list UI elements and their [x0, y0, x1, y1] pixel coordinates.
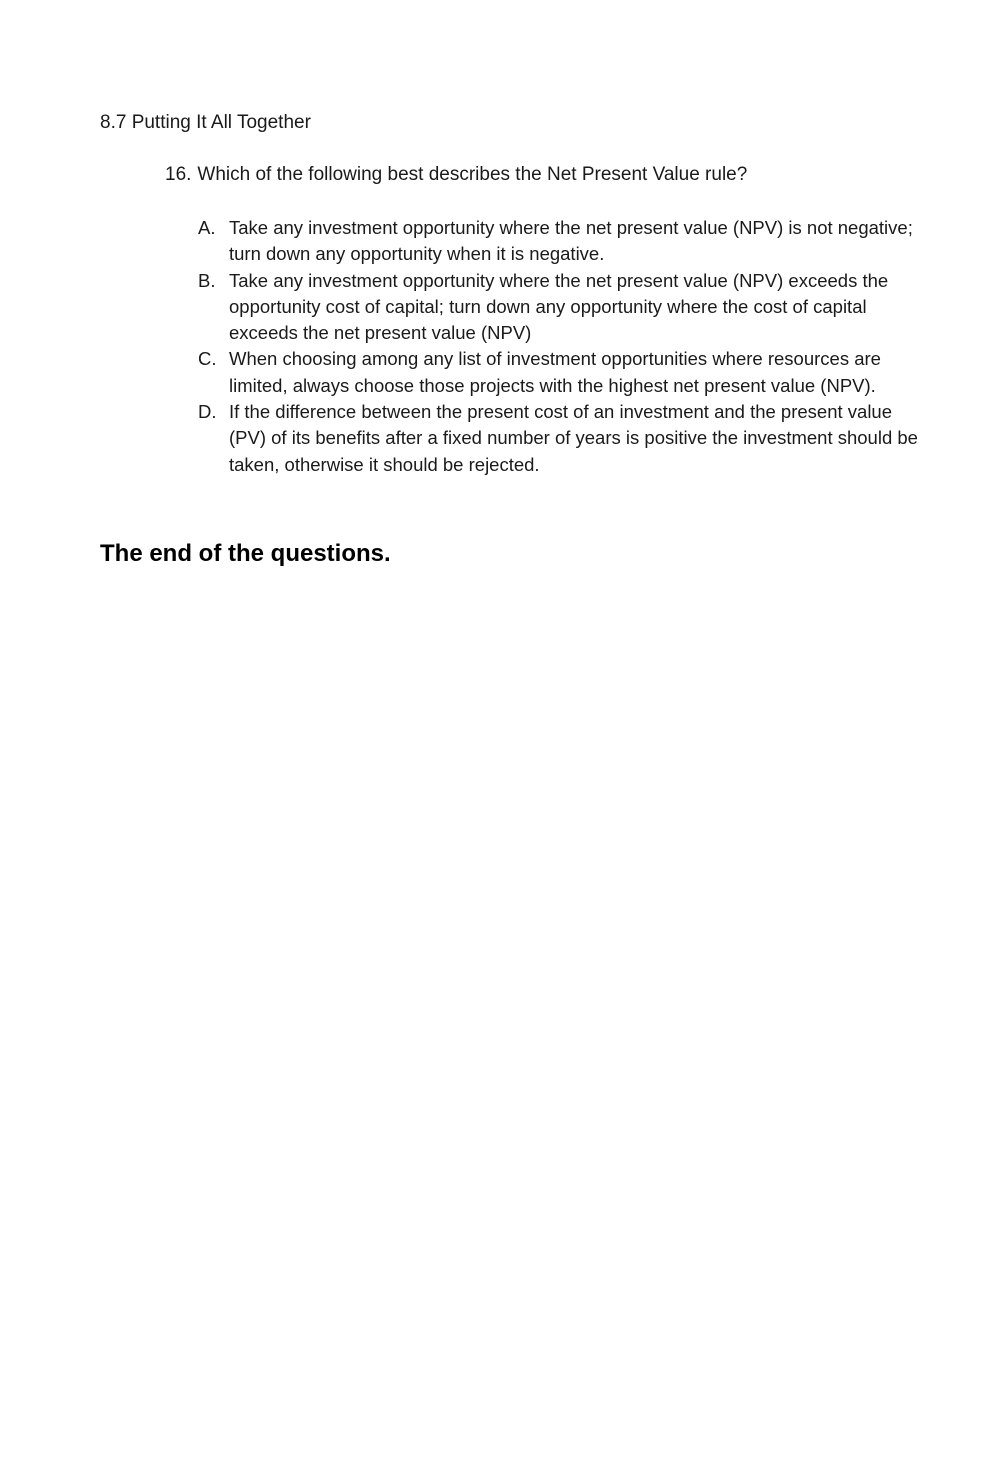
option-text: When choosing among any list of investment opportunities where resources are limited, always choose those projects with the highest net present value (NPV).	[229, 348, 881, 396]
option-text: If the difference between the present cost of an investment and the present value (PV) of its benefits after a fixed number of years is positive the investment should be taken, otherwise it should be rejected.	[229, 401, 918, 475]
option-letter: C.	[198, 348, 217, 370]
question-stem	[165, 163, 747, 187]
end-of-questions-text: The end of the questions.	[100, 540, 391, 567]
option-letter: A.	[198, 217, 216, 238]
option-a	[198, 215, 918, 268]
option-letter: B.	[198, 269, 216, 291]
option-d	[198, 399, 918, 478]
option-b	[198, 268, 918, 347]
answer-options	[198, 215, 918, 478]
option-text: Take any investment opportunity where the net present value (NPV) is not negative; turn down any opportunity when it is negative.	[229, 217, 913, 265]
section-heading: 8.7 Putting It All Together	[100, 112, 311, 133]
option-c	[198, 346, 918, 399]
question-text: Which of the following best describes the Net Present Value rule?	[197, 164, 748, 185]
option-text: Take any investment opportunity where the net present value (NPV) exceeds the opportunity cost of capital; turn down any opportunity where the cost of capital exceeds the net present value (NPV)	[229, 269, 889, 344]
option-letter: D.	[198, 401, 217, 423]
question-number: 16.	[165, 164, 192, 185]
